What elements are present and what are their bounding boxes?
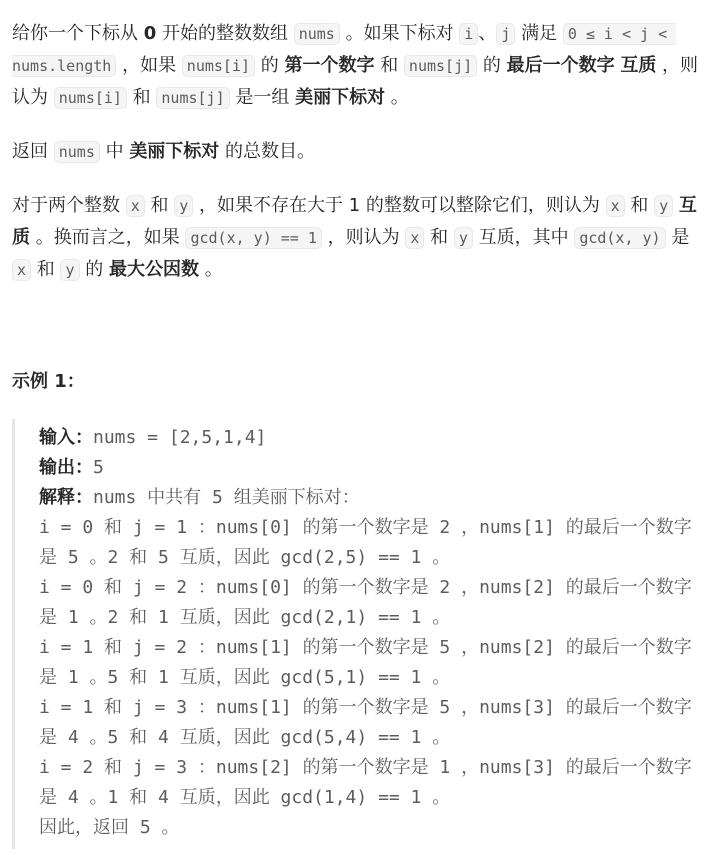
- text: 的总数目。: [219, 141, 316, 162]
- text: 返回: [12, 141, 54, 162]
- text: 的: [79, 259, 109, 280]
- text: 和: [424, 227, 454, 248]
- input-label: 输入：: [39, 427, 93, 448]
- inline-code: y: [174, 195, 193, 217]
- inline-code: nums[i]: [182, 55, 255, 77]
- bold-text: 美丽下标对: [295, 87, 386, 108]
- inline-code: 0 ≤ i < j < nums.length: [12, 25, 677, 75]
- explain-line: i = 2 和 j = 3 ：nums[2] 的第一个数字是 1 ，nums[3] 的最后一个数字是 4 。1 和 4 互质，因此 gcd(1,4) == 1 。: [39, 757, 692, 808]
- example-block: [12, 419, 708, 849]
- explain-line: i = 0 和 j = 2 ：nums[0] 的第一个数字是 2 ，nums[2] 的最后一个数字是 1 。2 和 1 互质，因此 gcd(2,1) == 1 。: [39, 577, 692, 628]
- inline-code: nums[i]: [54, 87, 127, 109]
- text: ，如果不存在大于 1 的整数可以整除它们，则认为: [193, 195, 606, 216]
- text: 和: [31, 259, 61, 280]
- text: 和: [126, 87, 157, 108]
- bold-text: 最大公因数: [108, 259, 199, 280]
- inline-code: nums: [294, 23, 340, 45]
- problem-paragraph-2: [12, 136, 708, 168]
- text: 。如果下标对: [339, 23, 460, 44]
- text: 满足: [515, 23, 563, 44]
- inline-code: y: [60, 259, 79, 281]
- inline-code: x: [126, 195, 145, 217]
- text: ，则认为: [321, 227, 406, 248]
- text: 。: [385, 87, 409, 108]
- text: 的: [255, 55, 285, 76]
- inline-code: x: [606, 195, 625, 217]
- explain-line: i = 1 和 j = 2 ：nums[1] 的第一个数字是 5 ，nums[2] 的最后一个数字是 1 。5 和 1 互质，因此 gcd(5,1) == 1 。: [39, 637, 692, 688]
- explain-line: i = 1 和 j = 3 ：nums[1] 的第一个数字是 5 ，nums[3] 的最后一个数字是 4 。5 和 4 互质，因此 gcd(5,4) == 1 。: [39, 697, 692, 748]
- inline-code: y: [654, 195, 673, 217]
- text: 和: [624, 195, 655, 216]
- text: 的: [477, 55, 507, 76]
- inline-code: x: [12, 259, 31, 281]
- text: 。: [198, 259, 223, 280]
- text: 和: [374, 55, 404, 76]
- inline-code: gcd(x, y) == 1: [185, 227, 321, 249]
- text: 是一组: [229, 87, 296, 108]
- bold-text: 互质: [12, 195, 697, 248]
- problem-paragraph-1: [12, 18, 708, 114]
- text: ，如果: [116, 55, 182, 76]
- problem-paragraph-3: [12, 190, 708, 286]
- inline-code: nums[j]: [156, 87, 229, 109]
- text: 互质，其中: [472, 227, 575, 248]
- text: 对于两个整数: [12, 195, 126, 216]
- explain-line: 因此，返回 5 。: [39, 817, 180, 838]
- inline-code: nums: [54, 141, 100, 163]
- inline-code: i: [459, 23, 478, 45]
- explain-label: 解释：: [39, 487, 93, 508]
- bold-text: 美丽下标对: [129, 141, 220, 162]
- output-value: 5: [93, 457, 104, 478]
- example-explanation: [39, 483, 708, 513]
- text: 开始的整数数组: [156, 23, 294, 44]
- bold-text: 第一个数字: [284, 55, 375, 76]
- bold-text: 0: [143, 23, 157, 44]
- text: 和: [144, 195, 175, 216]
- bold-text: 互质: [620, 55, 657, 76]
- inline-code: j: [496, 23, 515, 45]
- inline-code: nums[j]: [404, 55, 477, 77]
- example-title: 示例 1：: [12, 371, 85, 392]
- example-output: [39, 453, 708, 483]
- explain-line: i = 0 和 j = 1 ：nums[0] 的第一个数字是 2 ，nums[1] 的最后一个数字是 5 。2 和 5 互质，因此 gcd(2,5) == 1 。: [39, 517, 692, 568]
- input-value: nums = [2,5,1,4]: [93, 427, 267, 448]
- example-input: [39, 423, 708, 453]
- explain-line: nums 中共有 5 组美丽下标对：: [93, 487, 360, 508]
- inline-code: x: [405, 227, 424, 249]
- text: 给你一个下标从: [12, 23, 144, 44]
- bold-text: 最后一个数字: [506, 55, 615, 76]
- inline-code: gcd(x, y): [574, 227, 665, 249]
- output-label: 输出：: [39, 457, 93, 478]
- text: 中: [99, 141, 130, 162]
- text: 是: [665, 227, 690, 248]
- text: 、: [478, 23, 497, 44]
- inline-code: y: [454, 227, 473, 249]
- text: ，则认为: [12, 55, 699, 108]
- text: 。换而言之，如果: [30, 227, 186, 248]
